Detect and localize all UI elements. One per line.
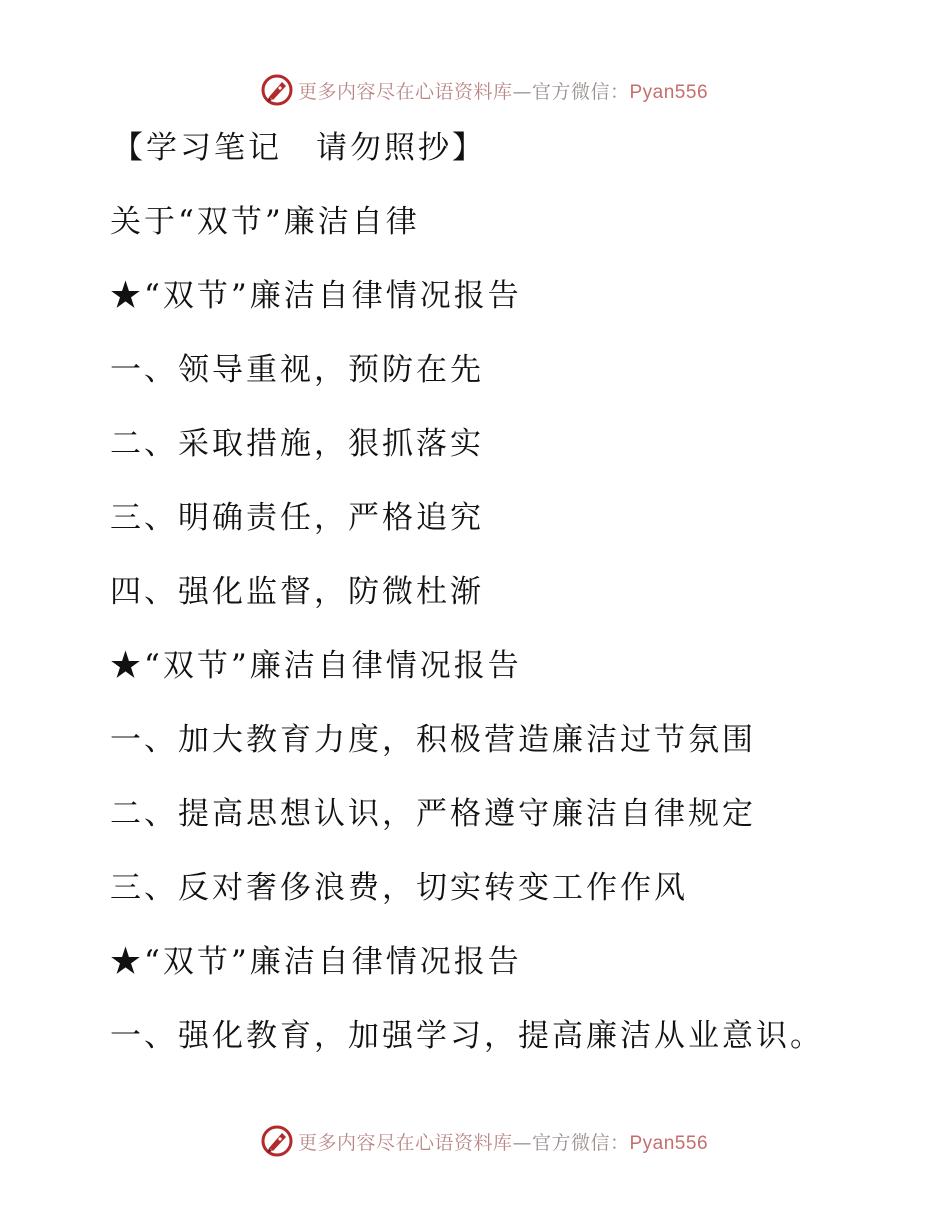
pen-logo-icon (260, 1124, 294, 1158)
list-item: 一、领导重视，预防在先 (110, 352, 484, 388)
list-item: 二、提高思想认识，严格遵守廉洁自律规定 (110, 796, 756, 832)
header-banner (0, 70, 950, 110)
document-title: 关于“双节”廉洁自律 (110, 204, 420, 240)
banner-content (260, 1124, 708, 1158)
footer-banner (0, 1121, 950, 1161)
banner-content (260, 73, 708, 107)
banner-text (298, 1128, 708, 1155)
banner-main-text: 更多内容尽在心语资料库 (297, 1131, 513, 1154)
section-heading: ★“双节”廉洁自律情况报告 (110, 648, 522, 684)
banner-dash: — (512, 1131, 532, 1154)
banner-main-text: 更多内容尽在心语资料库 (297, 80, 513, 103)
list-item: 三、明确责任，严格追究 (110, 500, 484, 536)
list-item: 四、强化监督，防微杜渐 (110, 574, 484, 610)
list-item: 二、采取措施，狠抓落实 (110, 426, 484, 462)
note-heading: 【学习笔记 请勿照抄】 (112, 130, 486, 166)
section-heading: ★“双节”廉洁自律情况报告 (110, 944, 522, 980)
document-body (110, 120, 910, 1082)
banner-wechat-id: Pyan556 (629, 81, 709, 103)
list-item: 一、加大教育力度，积极营造廉洁过节氛围 (110, 722, 756, 758)
banner-text (298, 77, 708, 104)
banner-sub-text: 官方微信： (531, 80, 630, 103)
section-heading: ★“双节”廉洁自律情况报告 (110, 278, 522, 314)
banner-wechat-id: Pyan556 (629, 1132, 709, 1154)
banner-sub-text: 官方微信： (531, 1131, 630, 1154)
pen-logo-icon (260, 73, 294, 107)
list-item: 三、反对奢侈浪费，切实转变工作作风 (110, 870, 688, 906)
list-item: 一、强化教育，加强学习，提高廉洁从业意识。 (110, 1018, 824, 1054)
banner-dash: — (512, 80, 532, 103)
